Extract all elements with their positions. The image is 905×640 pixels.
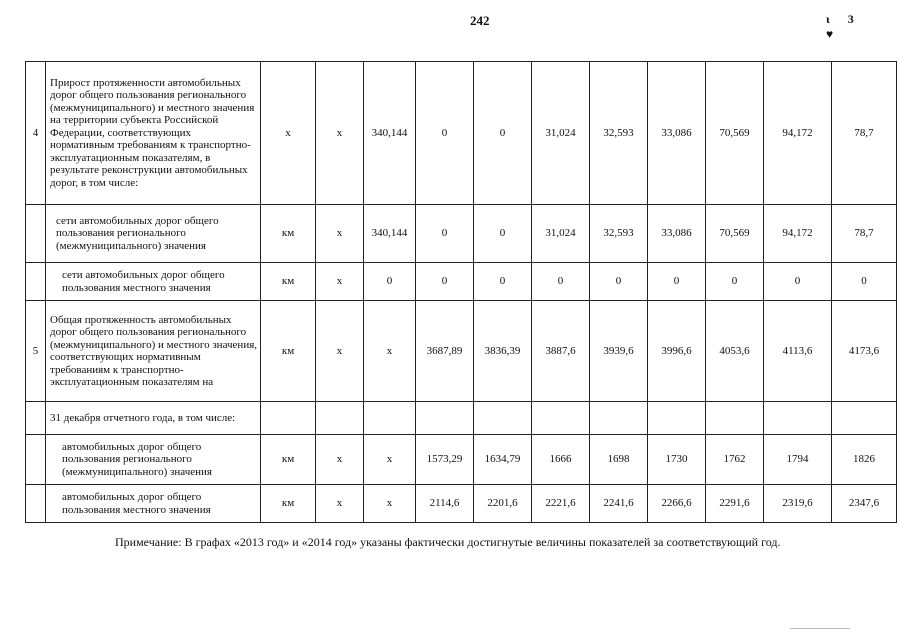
value-cell: 31,024 [532, 62, 590, 205]
value-cell: 0 [364, 263, 416, 301]
value-cell: 2114,6 [416, 485, 474, 523]
value-cell: 94,172 [764, 205, 832, 263]
value-cell: 2221,6 [532, 485, 590, 523]
table-row [26, 435, 897, 485]
page-number: 242 [470, 13, 490, 28]
value-cell: 94,172 [764, 62, 832, 205]
value-cell: 1794 [764, 435, 832, 485]
row-label: Общая протяженность автомобильных дорог общего пользования регионального (межмуниципального) и местного значения, соответствующих нормативным требованиям к транспортно-эксплуатационным показателям на [46, 301, 261, 402]
value-cell: 1666 [532, 435, 590, 485]
value-cell: 2319,6 [764, 485, 832, 523]
value-cell: 4173,6 [832, 301, 897, 402]
value-cell: 0 [590, 263, 648, 301]
row-number [26, 205, 46, 263]
indicators-table [25, 61, 897, 523]
unit-cell [261, 402, 316, 435]
value-cell: x [364, 435, 416, 485]
value-cell [648, 402, 706, 435]
value-cell: 0 [474, 62, 532, 205]
value-cell: 0 [764, 263, 832, 301]
value-cell: 2201,6 [474, 485, 532, 523]
table-row [26, 301, 897, 402]
value-cell: 3687,89 [416, 301, 474, 402]
value-cell: 3887,6 [532, 301, 590, 402]
value-cell: 340,144 [364, 205, 416, 263]
value-cell: 0 [648, 263, 706, 301]
row-number [26, 485, 46, 523]
row-number: 5 [26, 301, 46, 402]
value-cell: 78,7 [832, 205, 897, 263]
value-cell: 340,144 [364, 62, 416, 205]
value-cell: 31,024 [532, 205, 590, 263]
row-label: сети автомобильных дорог общего пользования регионального (межмуниципального) значения [46, 205, 261, 263]
value-cell: 70,569 [706, 62, 764, 205]
value-cell [832, 402, 897, 435]
value-cell: 1698 [590, 435, 648, 485]
unit-cell: км [261, 485, 316, 523]
value-cell [474, 402, 532, 435]
table-row [26, 62, 897, 205]
value-cell: 0 [832, 263, 897, 301]
value-cell: 33,086 [648, 205, 706, 263]
unit-cell: км [261, 263, 316, 301]
value-cell: x [316, 485, 364, 523]
value-cell: 2291,6 [706, 485, 764, 523]
table-row [26, 263, 897, 301]
value-cell: 32,593 [590, 62, 648, 205]
value-cell: 33,086 [648, 62, 706, 205]
value-cell: 1762 [706, 435, 764, 485]
value-cell: 70,569 [706, 205, 764, 263]
value-cell [764, 402, 832, 435]
footnote: Примечание: В графах «2013 год» и «2014 год» указаны фактически достигнутые величины показателей за соответствующий год. [115, 535, 781, 549]
row-number [26, 435, 46, 485]
unit-cell: км [261, 435, 316, 485]
table-row [26, 205, 897, 263]
value-cell: 0 [474, 205, 532, 263]
row-label: сети автомобильных дорог общего пользования местного значения [46, 263, 261, 301]
value-cell: 1634,79 [474, 435, 532, 485]
unit-cell: x [261, 62, 316, 205]
value-cell: 1573,29 [416, 435, 474, 485]
handwritten-mark: ι3 ♥ [826, 12, 872, 41]
value-cell: 2347,6 [832, 485, 897, 523]
value-cell [590, 402, 648, 435]
value-cell: 0 [416, 62, 474, 205]
value-cell [532, 402, 590, 435]
value-cell [316, 402, 364, 435]
value-cell: 3939,6 [590, 301, 648, 402]
value-cell: 0 [474, 263, 532, 301]
unit-cell: км [261, 205, 316, 263]
value-cell: 3836,39 [474, 301, 532, 402]
row-number: 4 [26, 62, 46, 205]
value-cell: 32,593 [590, 205, 648, 263]
row-number [26, 263, 46, 301]
value-cell: 0 [416, 205, 474, 263]
table-row [26, 402, 897, 435]
value-cell: 78,7 [832, 62, 897, 205]
value-cell: 3996,6 [648, 301, 706, 402]
row-number [26, 402, 46, 435]
value-cell: x [316, 301, 364, 402]
row-label: 31 декабря отчетного года, в том числе: [46, 402, 261, 435]
value-cell: 4113,6 [764, 301, 832, 402]
value-cell: x [316, 435, 364, 485]
value-cell: 2241,6 [590, 485, 648, 523]
value-cell [706, 402, 764, 435]
value-cell [364, 402, 416, 435]
value-cell [416, 402, 474, 435]
row-label: автомобильных дорог общего пользования регионального (межмуниципального) значения [46, 435, 261, 485]
value-cell: x [364, 485, 416, 523]
value-cell: 0 [532, 263, 590, 301]
unit-cell: км [261, 301, 316, 402]
table-row [26, 485, 897, 523]
value-cell: 1826 [832, 435, 897, 485]
value-cell: x [316, 205, 364, 263]
value-cell: x [316, 263, 364, 301]
value-cell: 4053,6 [706, 301, 764, 402]
value-cell: 0 [416, 263, 474, 301]
value-cell: x [316, 62, 364, 205]
row-label: Прирост протяженности автомобильных дорог общего пользования регионального (межмуниципального) и местного значения на территории субъекта Российской Федерации, соответствующих нормативным требованиям к транспортно-эксплуатационным показателям, в результате реконструкции автомобильных дорог, в том числе: [46, 62, 261, 205]
scan-artifact [790, 628, 850, 635]
value-cell: 0 [706, 263, 764, 301]
value-cell: 1730 [648, 435, 706, 485]
value-cell: x [364, 301, 416, 402]
value-cell: 2266,6 [648, 485, 706, 523]
row-label: автомобильных дорог общего пользования местного значения [46, 485, 261, 523]
